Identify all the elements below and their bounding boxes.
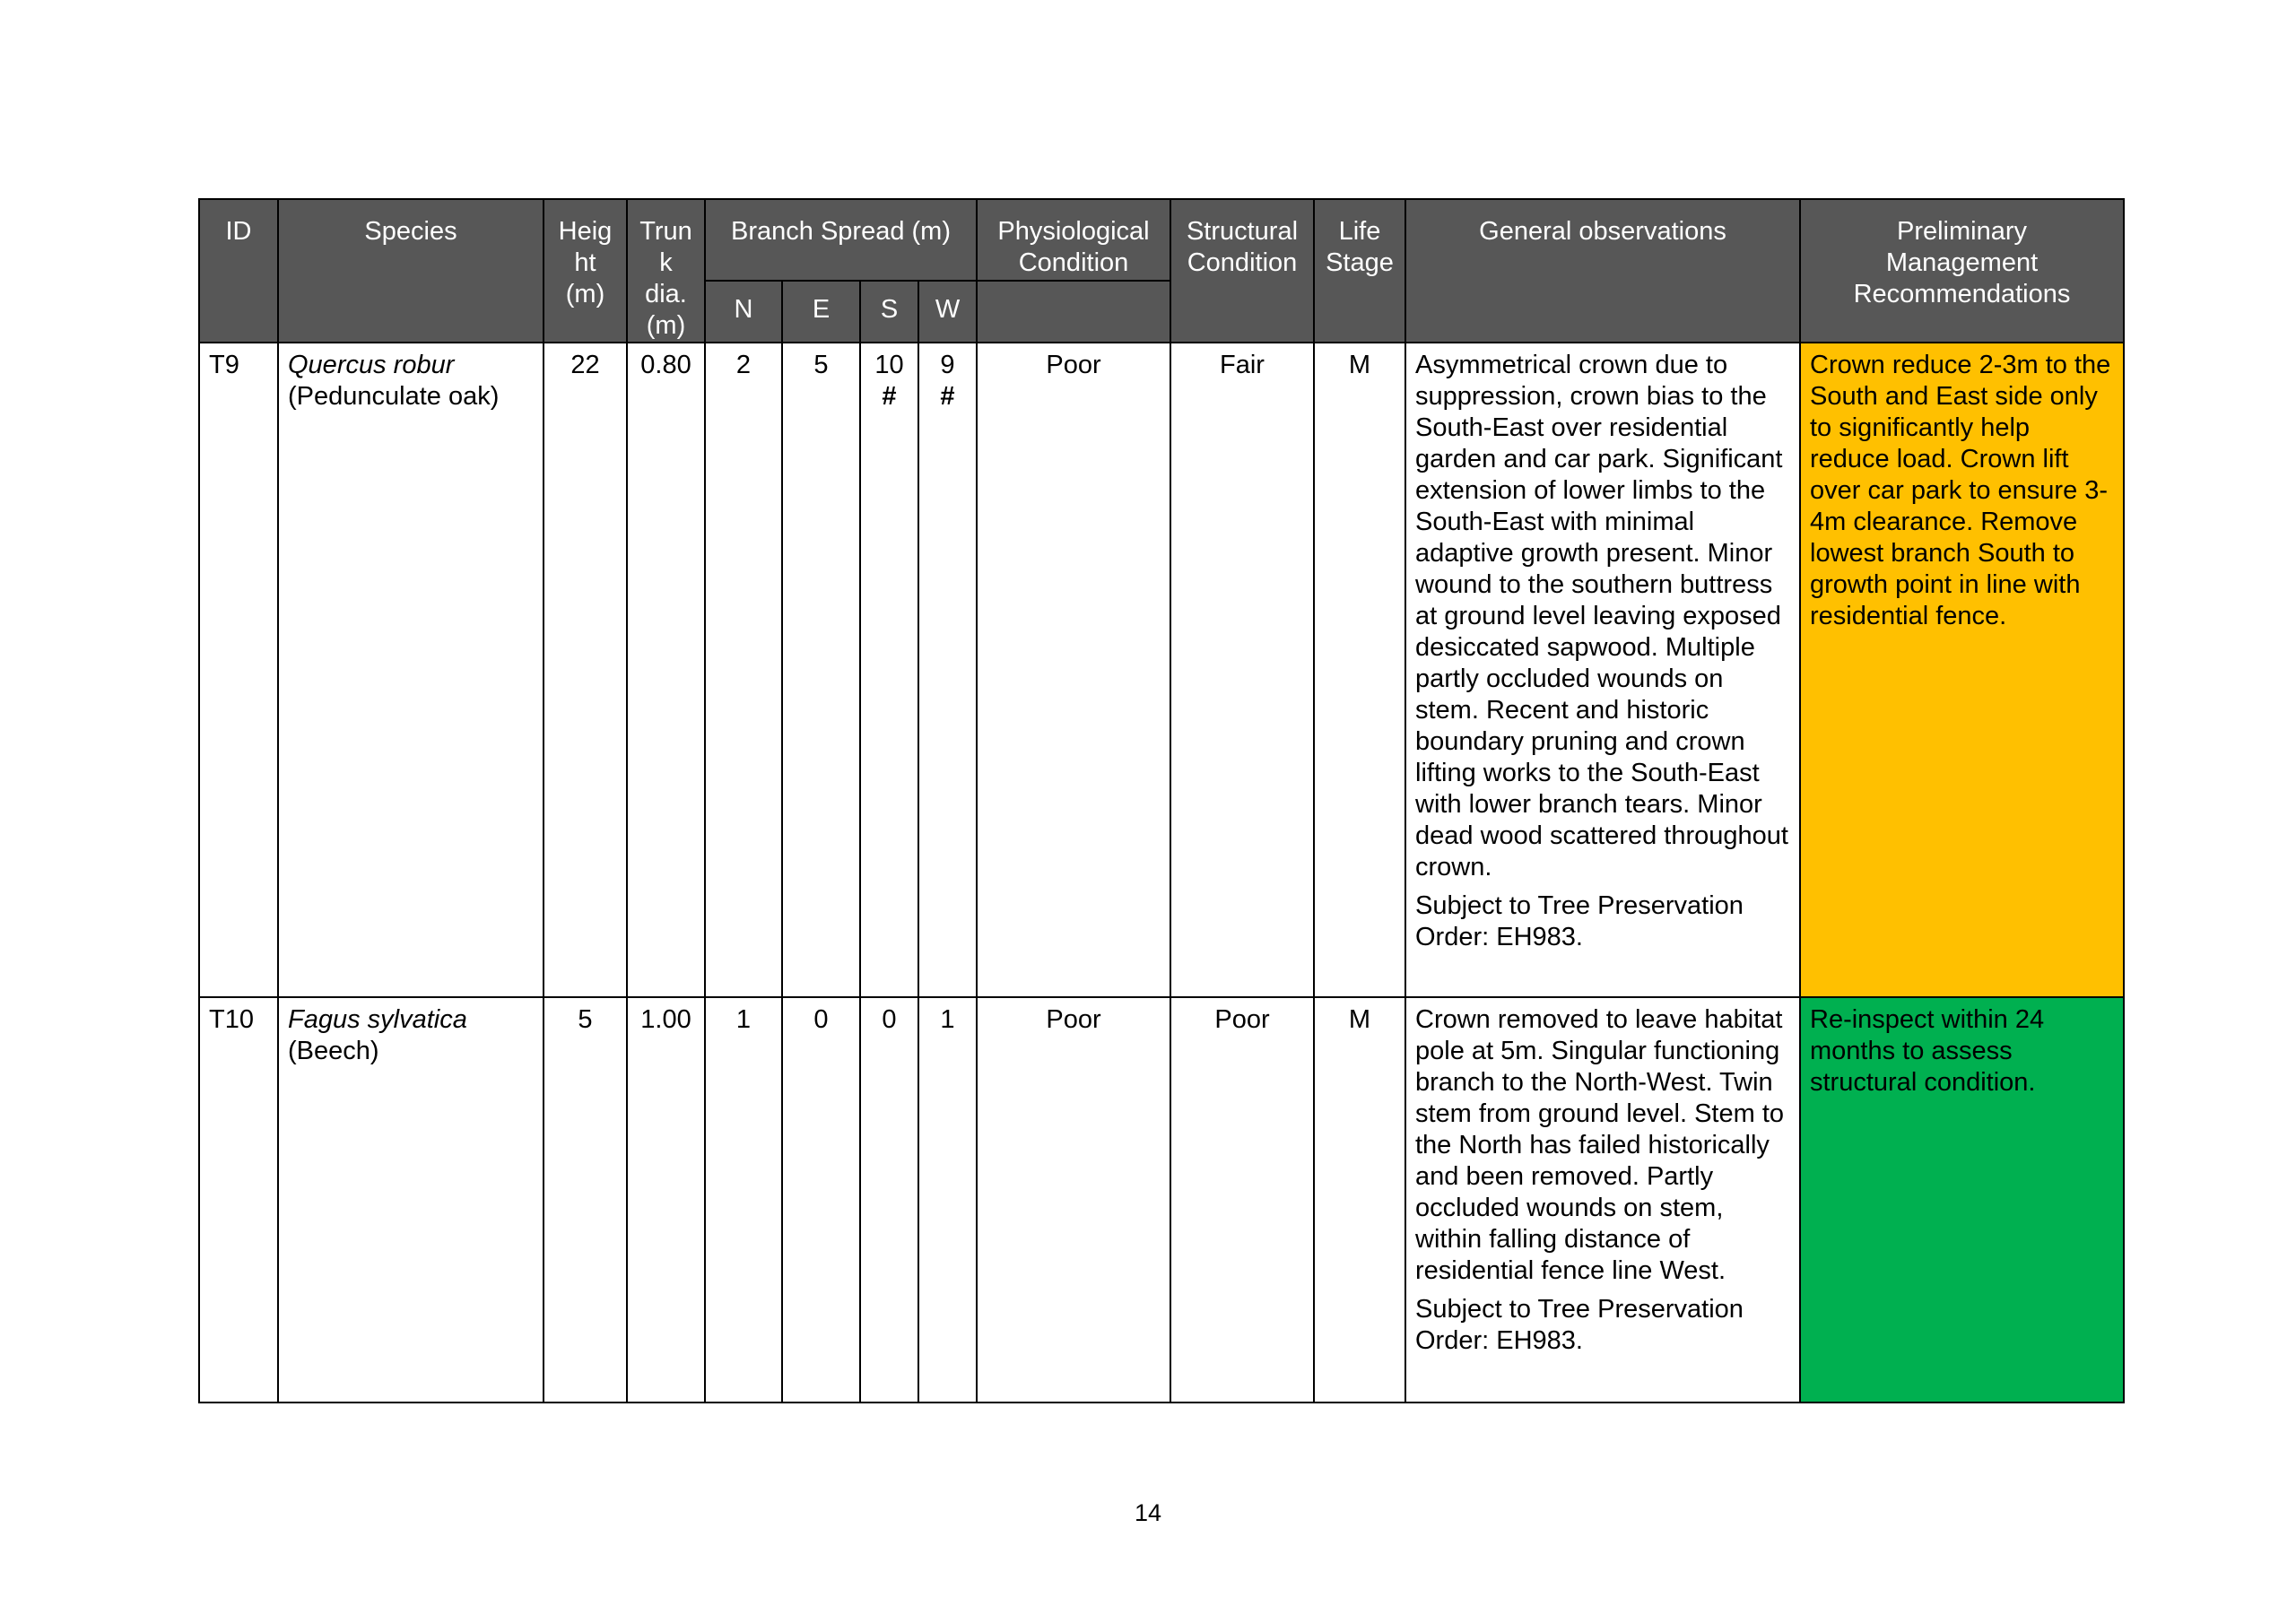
table-row — [199, 997, 2124, 1403]
header-id: ID — [199, 199, 278, 343]
trunk-diameter: 0.80 — [627, 343, 705, 997]
spread-west: 9 # — [918, 343, 977, 997]
spread-north: 1 — [705, 997, 782, 1403]
tpo-note: Subject to Tree Preservation Order: EH983. — [1415, 1295, 1744, 1355]
recommendation-text: Re-inspect within 24 months to assess structural condition. — [1810, 1005, 2045, 1097]
header-physiological: Physiological Condition — [977, 199, 1170, 281]
header-branch-spread: Branch Spread (m) — [705, 199, 977, 281]
header-trunk-diameter: Trun k dia. (m) — [627, 199, 705, 343]
header-west: W — [918, 281, 977, 343]
observations-text: Asymmetrical crown due to suppression, crown bias to the South-East over residential garden and car park. Significant extension of lower limbs to the South-East with minimal adaptive growth present. Minor wound to the southern buttress at ground level leaving exposed desiccated sapwood. Multiple partly occluded wounds on stem. Recent and historic boundary pruning and crown lifting works to the South-East with lower branch tears. Minor dead wood scattered throughout crown. — [1415, 351, 1788, 881]
tree-survey-table — [198, 198, 2125, 1403]
recommendation-text: Crown reduce 2-3m to the South and East side only to significantly help reduce load. Crown lift over car park to ensure 3-4m clearance. Remove lowest branch South to growth point in line with residential fence. — [1810, 351, 2111, 630]
tree-id: T9 — [199, 343, 278, 997]
header-structural: Structural Condition — [1170, 199, 1314, 343]
trunk-diameter: 1.00 — [627, 997, 705, 1403]
general-observations — [1405, 997, 1800, 1403]
header-east: E — [782, 281, 860, 343]
management-recommendation — [1800, 997, 2124, 1403]
header-row — [199, 199, 2124, 281]
header-south: S — [860, 281, 918, 343]
header-height: Heig ht (m) — [544, 199, 627, 343]
life-stage: M — [1314, 997, 1405, 1403]
header-observations: General observations — [1405, 199, 1800, 343]
management-recommendation — [1800, 343, 2124, 997]
structural-condition: Poor — [1170, 997, 1314, 1403]
spread-east: 5 — [782, 343, 860, 997]
observations-text: Crown removed to leave habitat pole at 5m. Singular functioning branch to the North-West. Twin stem from ground level. Stem to the North has failed historically and been removed. Partly occluded wounds on stem, within falling distance of residential fence line West. — [1415, 1005, 1784, 1285]
tpo-note: Subject to Tree Preservation Order: EH983. — [1415, 891, 1744, 951]
table-row — [199, 343, 2124, 997]
structural-condition: Fair — [1170, 343, 1314, 997]
spread-south: 10 # — [860, 343, 918, 997]
header-species: Species — [278, 199, 544, 343]
page-number: 14 — [1134, 1499, 1162, 1526]
physiological-condition: Poor — [977, 997, 1170, 1403]
species-common: (Pedunculate oak) — [288, 382, 500, 411]
spread-north: 2 — [705, 343, 782, 997]
species-latin: Quercus robur — [288, 351, 455, 379]
general-observations — [1405, 343, 1800, 997]
height: 5 — [544, 997, 627, 1403]
spread-west: 1 — [918, 997, 977, 1403]
species — [278, 343, 544, 997]
spread-south: 0 — [860, 997, 918, 1403]
physiological-condition: Poor — [977, 343, 1170, 997]
life-stage: M — [1314, 343, 1405, 997]
header-physiological-blank — [977, 281, 1170, 343]
species — [278, 997, 544, 1403]
header-life-stage: Life Stage — [1314, 199, 1405, 343]
species-common: (Beech) — [288, 1037, 379, 1065]
species-latin: Fagus sylvatica — [288, 1005, 467, 1034]
spread-east: 0 — [782, 997, 860, 1403]
header-north: N — [705, 281, 782, 343]
tree-id: T10 — [199, 997, 278, 1403]
height: 22 — [544, 343, 627, 997]
header-recommendations: Preliminary Management Recommendations — [1800, 199, 2124, 343]
